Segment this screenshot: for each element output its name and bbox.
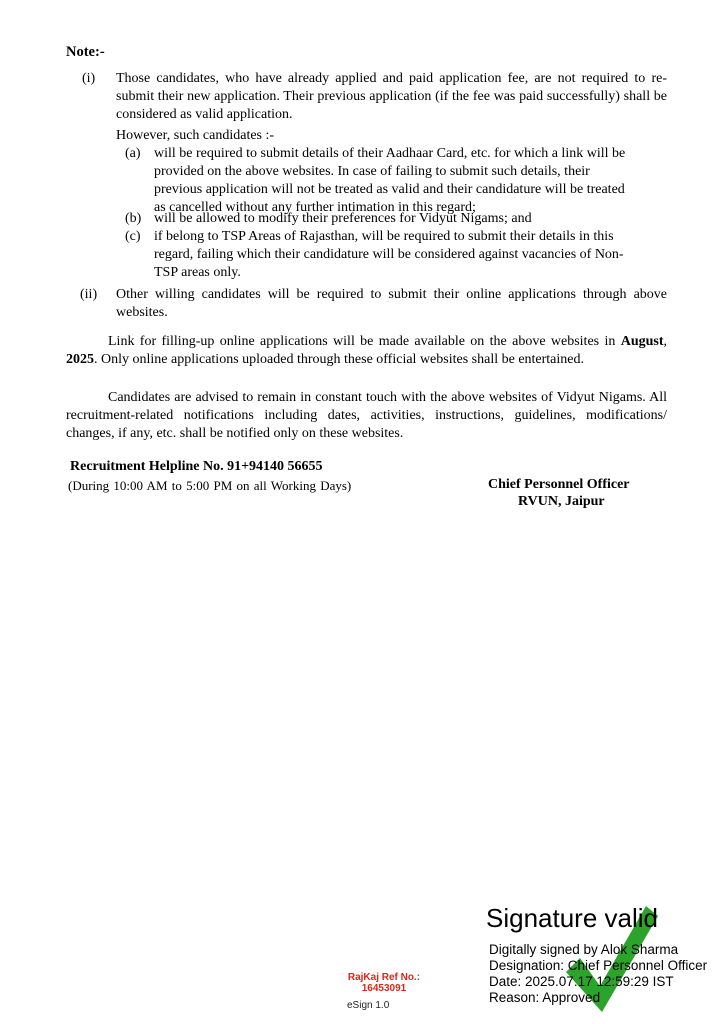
rajkaj-ref-number: 16453091 — [361, 983, 407, 994]
however-text: However, such candidates :- — [116, 128, 275, 143]
sub-c-text: if belong to TSP Areas of Rajasthan, will be required to submit their details in this regard, failing which their candidature will be considered against vacancies of Non-TSP areas only. — [154, 229, 624, 280]
link-text-post: . Only online applications uploaded through these official websites shall be entertained. — [94, 352, 584, 367]
item-2-text: Other willing candidates will be required to submit their online applications through above websites. — [116, 287, 667, 320]
signature-status: Signature valid — [486, 903, 658, 933]
signature-details — [489, 942, 709, 1006]
officer-location: RVUN, Jaipur — [518, 494, 605, 509]
link-month: August — [620, 334, 664, 349]
sub-a-number: (a) — [125, 146, 141, 161]
sub-c-number: (c) — [125, 229, 141, 244]
esign-version: eSign 1.0 — [347, 1000, 390, 1011]
helpline-hours: (During 10:00 AM to 5:00 PM on all Working Days) — [68, 478, 352, 493]
sub-a-text: will be required to submit details of their Aadhaar Card, etc. for which a link will be provided on the above websites. In case of failing to submit such details, their previous application will not be treated as valid and their candidature will be treated as cancelled without any further intimation in this regard; — [154, 146, 626, 215]
advice-paragraph: Candidates are advised to remain in constant touch with the above websites of Vidyut Nigams. All recruitment-related notifications including dates, activities, instructions, guidelines, modifications/ changes, if any, etc. shall be notified only on these websites. — [66, 390, 667, 441]
sub-b-number: (b) — [125, 211, 142, 226]
note-heading: Note:- — [66, 44, 105, 60]
signature-designation: Designation: Chief Personnel Officer — [489, 958, 708, 973]
rajkaj-ref — [336, 972, 432, 994]
sub-b-text: will be allowed to modify their preferences for Vidyut Nigams; and — [154, 211, 532, 226]
item-2-number: (ii) — [80, 287, 98, 302]
item-1-number: (i) — [82, 71, 96, 86]
rajkaj-ref-label: RajKaj Ref No.: — [347, 972, 421, 983]
signature-date: Date: 2025.07.17 12:59:29 IST — [489, 974, 674, 989]
link-comma: , — [663, 334, 667, 349]
signature-reason: Reason: Approved — [489, 990, 601, 1005]
link-paragraph — [66, 333, 667, 369]
item-1-text: Those candidates, who have already applied and paid application fee, are not required to re-submit their new application. Their previous application (if the fee was paid successfully) shall be considered as valid application. — [116, 71, 667, 122]
link-text-pre: Link for filling-up online applications will be made available on the above websites in — [108, 334, 621, 349]
link-year: 2025 — [66, 352, 94, 367]
recruitment-helpline: Recruitment Helpline No. 91+94140 56655 — [70, 459, 323, 474]
signature-signed-by: Digitally signed by Alok Sharma — [489, 942, 679, 957]
officer-title: Chief Personnel Officer — [488, 477, 630, 492]
